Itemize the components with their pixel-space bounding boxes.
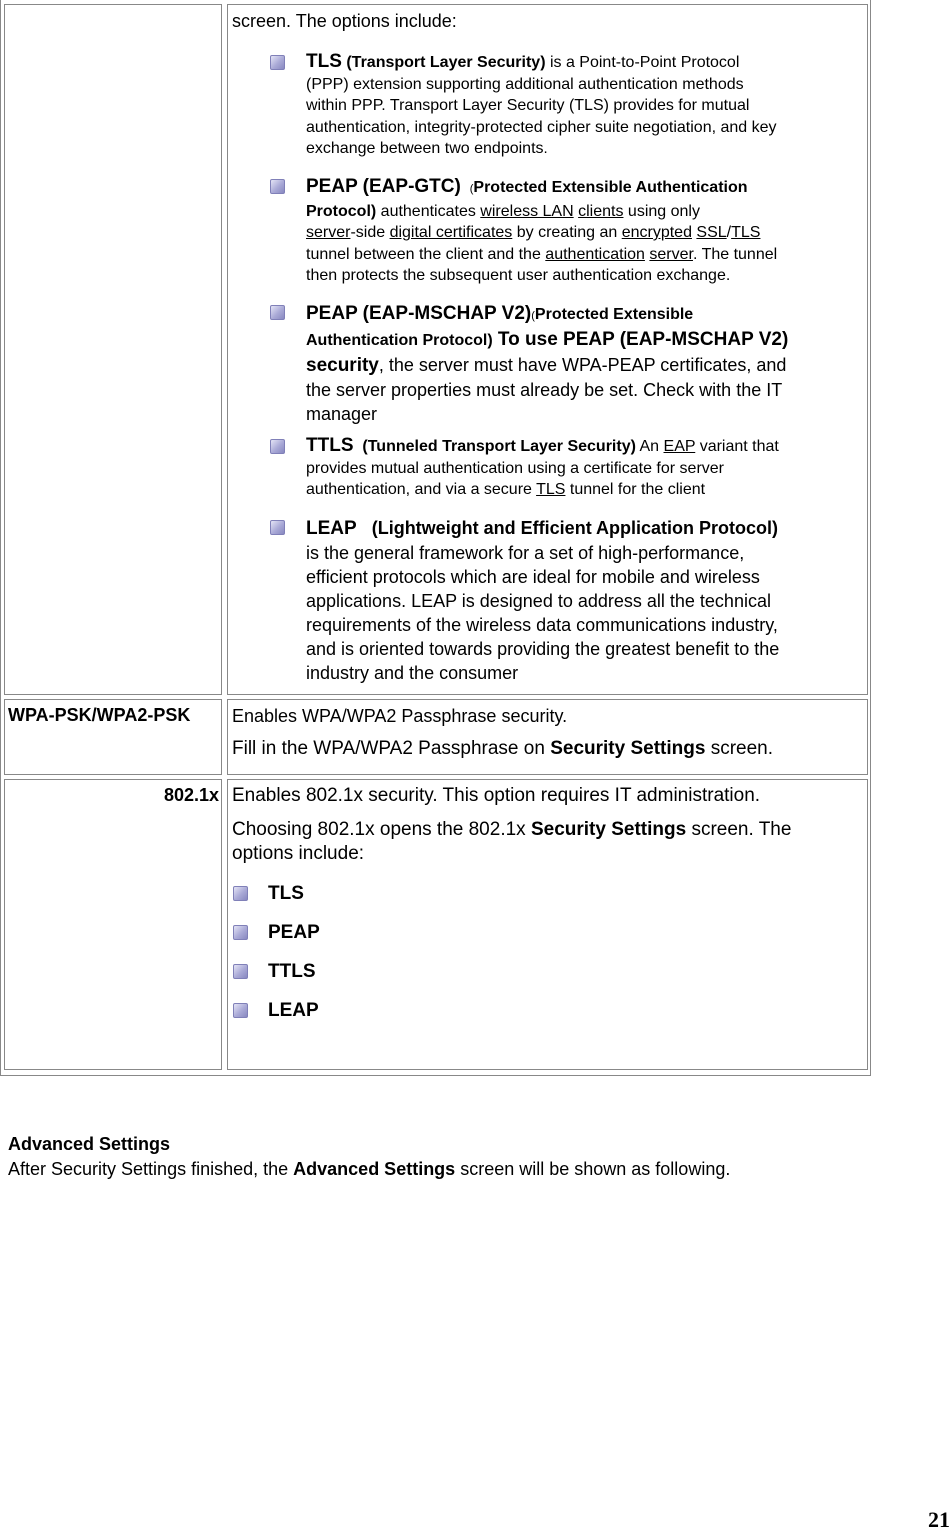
- dot1x-line1: Enables 802.1x security. This option requires IT administration.: [232, 785, 761, 806]
- dot1x-label: 802.1x: [163, 785, 219, 805]
- row1-label-cell: [4, 4, 222, 695]
- leap-description: LEAP (Lightweight and Efficient Application Protocol) is the general framework for a set of high-performance, efficient protocols which are ideal for mobile and wireless applications. LEAP is designed to address all the technical requirements of the wireless data communications industry, and is oriented towards providing the greatest benefit to the industry and the consumer: [306, 518, 780, 683]
- bullet-icon: [270, 305, 285, 320]
- bullet-icon: [270, 439, 285, 454]
- dot1x-description-cell: [227, 779, 868, 1070]
- dot1x-label-cell: [4, 779, 222, 1070]
- peap-mschap-description: PEAP (EAP-MSCHAP V2)(Protected Extensible Authentication Protocol) To use PEAP (EAP-MSCHAP V2) security, the server must have WPA-PEAP certificates, and the server properties must already be set. Check with the IT manager: [306, 303, 789, 424]
- server-link-2[interactable]: server: [649, 245, 693, 263]
- wpa-label: WPA-PSK/WPA2-PSK: [8, 705, 191, 725]
- eap-link[interactable]: EAP: [663, 438, 696, 455]
- option-ttls: TTLS: [268, 961, 316, 982]
- bullet-icon: [270, 179, 285, 194]
- clients-link[interactable]: clients: [578, 202, 624, 220]
- authentication-link[interactable]: authentication: [545, 245, 645, 263]
- bullet-icon: [233, 886, 248, 901]
- dot1x-line2: Choosing 802.1x opens the 802.1x Security Settings screen. The: [232, 819, 792, 840]
- bullet-icon: [233, 964, 248, 979]
- row1-description-cell: [227, 4, 868, 695]
- wireless-lan-link[interactable]: wireless LAN: [480, 202, 574, 220]
- ttls-description: TTLS (Tunneled Transport Layer Security) An EAP variant that provides mutual authentication using a certificate for server authentication, and via a secure TLS tunnel for the client: [306, 435, 779, 498]
- encrypted-link[interactable]: encrypted: [621, 224, 692, 241]
- tls-link[interactable]: TLS: [731, 224, 761, 241]
- bullet-icon: [233, 925, 248, 940]
- page-number: 21: [928, 1507, 950, 1532]
- advanced-settings-text: After Security Settings finished, the Advanced Settings screen will be shown as following.: [8, 1159, 731, 1179]
- advanced-settings-heading: Advanced Settings: [8, 1134, 171, 1154]
- dot1x-line3: options include:: [232, 843, 365, 864]
- ssl-link[interactable]: SSL: [696, 224, 727, 241]
- options-intro: screen. The options include:: [232, 11, 457, 31]
- wpa-line2: Fill in the WPA/WPA2 Passphrase on Security Settings screen.: [232, 738, 774, 759]
- wpa-label-cell: [4, 699, 222, 775]
- tls-link-2[interactable]: TLS: [536, 481, 566, 498]
- option-leap: LEAP: [268, 1000, 319, 1021]
- digital-certificates-link[interactable]: digital certificates: [389, 224, 513, 241]
- option-peap: PEAP: [268, 922, 320, 943]
- wpa-line1: Enables WPA/WPA2 Passphrase security.: [232, 706, 568, 726]
- tls-description: TLS (Transport Layer Security) is a Point-to-Point Protocol (PPP) extension supporting additional authentication methods within PPP. Transport Layer Security (TLS) provides for mutual authentication, integrity-protected cipher suite negotiation, and key exchange between two endpoints.: [306, 51, 777, 157]
- option-tls: TLS: [268, 883, 304, 904]
- peap-gtc-description: PEAP (EAP-GTC) (Protected Extensible Authentication Protocol) authenticates wireless LAN clients using only server-side digital certificates by creating an encrypted SSL/TLS tunnel between the client and the authentication server. The tunnel then protects the subsequent user authentication exchange.: [306, 176, 778, 284]
- bullet-icon: [270, 520, 285, 535]
- wpa-description-cell: [227, 699, 868, 775]
- server-link[interactable]: server: [306, 224, 351, 241]
- bullet-icon: [270, 55, 285, 70]
- bullet-icon: [233, 1003, 248, 1018]
